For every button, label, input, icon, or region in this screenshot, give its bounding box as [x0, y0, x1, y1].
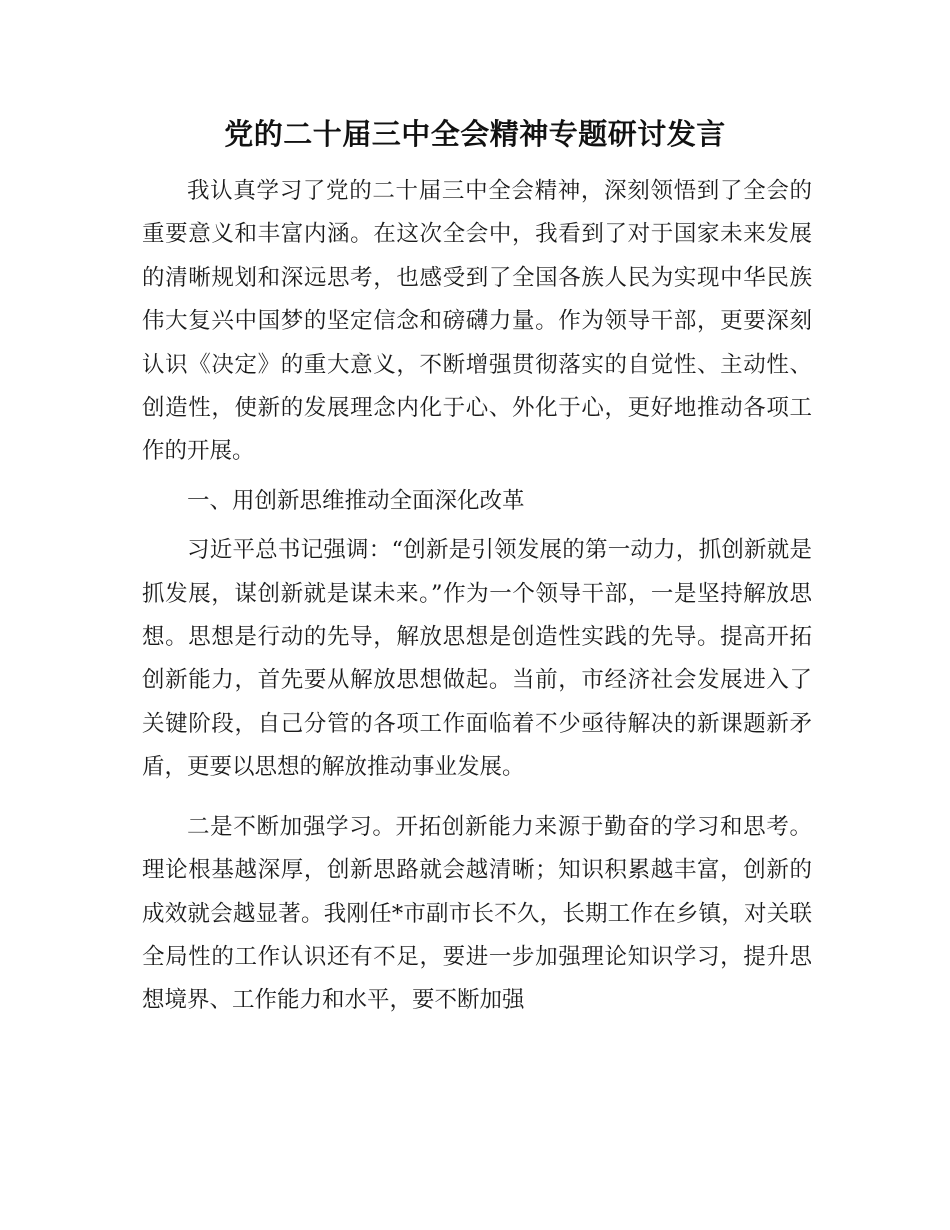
section-heading: 一、用创新思维推动全面深化改革 — [187, 487, 525, 514]
document-title: 党的二十届三中全会精神专题研讨发言 — [224, 117, 726, 151]
intro-paragraph: 我认真学习了党的二十届三中全会精神，深刻领悟到了全会的重要意义和丰富内涵。在这次全会中，我看到了对于国家未来发展的清晰规划和深远思考，也感受到了全国各族人民为实现中华民族伟大复兴中国梦的坚定信念和磅礴力量。作为领导干部，更要深刻认识《决定》的重大意义，不断增强贯彻落实的自觉性、主动性、创造性，使新的发展理念内化于心、外化于心，更好地推动各项工作的开展。 — [142, 178, 812, 465]
body-paragraph: 习近平总书记强调：“创新是引领发展的第一动力，抓创新就是抓发展，谋创新就是谋未来。”作为一个领导干部，一是坚持解放思想。思想是行动的先导，解放思想是创造性实践的先导。提高开拓创新能力，首先要从解放思想做起。当前，市经济社会发展进入了关键阶段，自己分管的各项工作面临着不少亟待解决的新课题新矛盾，更要以思想的解放推动事业发展。 — [142, 537, 812, 781]
body-paragraph: 二是不断加强学习。开拓创新能力来源于勤奋的学习和思考。理论根基越深厚，创新思路就会越清晰；知识积累越丰富，创新的成效就会越显著。我刚任*市副市长不久，长期工作在乡镇，对关联全局性的工作认识还有不足，要进一步加强理论知识学习，提升思想境界、工作能力和水平，要不断加强 — [142, 813, 812, 1014]
document-body — [142, 170, 812, 1023]
